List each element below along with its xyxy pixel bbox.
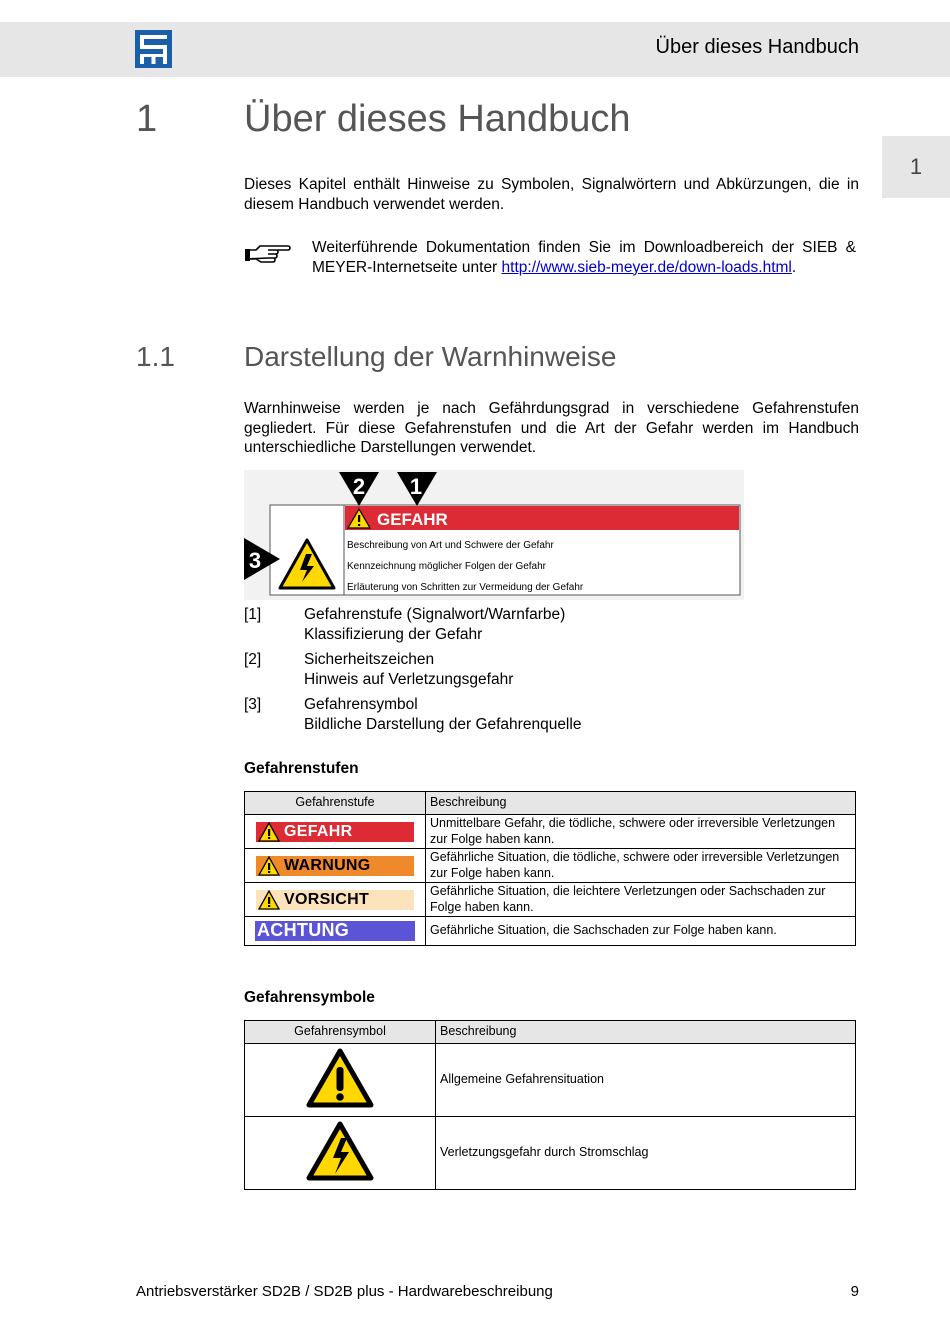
table-row [245,815,856,849]
svg-text:2: 2 [352,474,366,499]
vorsicht-badge: VORSICHT [256,890,414,910]
legend-line: Bildliche Darstellung der Gefahrenquelle [304,716,582,733]
table-row [245,917,856,946]
levels-col-header: Gefahrenstufe [245,792,426,815]
achtung-badge: ACHTUNG [255,921,415,941]
example-line: Erläuterung von Schritten zur Vermeidung der Gefahr [347,582,584,593]
warning-example-illustration [244,470,744,600]
header-title: Über dieses Handbuch [655,36,859,58]
warnung-badge: WARNUNG [256,856,414,876]
legend-line: Gefahrensymbol [304,696,418,713]
level-description: Gefährliche Situation, die leichtere Verletzungen oder Sachschaden zur Folge haben kann. [426,883,856,917]
symbol-description: Verletzungsgefahr durch Stromschlag [436,1117,856,1190]
symbols-heading: Gefahrensymbole [244,989,375,1006]
table-row [245,883,856,917]
footer-document-title: Antriebsverstärker SD2B / SD2B plus - Hardwarebeschreibung [136,1283,553,1300]
levels-table [244,791,856,946]
note-paragraph [312,238,856,277]
general-warning-icon [305,1047,375,1109]
level-description: Gefährliche Situation, die tödliche, schwere oder irreversible Verletzungen zur Folge haben kann. [426,849,856,883]
legend-number: [1] [244,606,262,623]
electric-shock-icon [305,1120,375,1182]
warning-intro-paragraph: Warnhinweise werden je nach Gefährdungsgrad in verschiedene Gefahrenstufen gegliedert. Für diese Gefahrenstufen und die Art der Gefahr werden im Handbuch unterschiedliche Darstellungen verwendet. [244,400,859,456]
symbols-col-header: Beschreibung [436,1021,856,1044]
intro-paragraph: Dieses Kapitel enthält Hinweise zu Symbolen, Signalwörtern und Abkürzungen, die in diesem Handbuch verwendet werden. [244,176,859,213]
legend-number: [3] [244,696,262,713]
legend-number: [2] [244,651,262,668]
section-title: Darstellung der Warnhinweise [244,341,617,372]
pointing-hand-icon [244,240,292,268]
symbols-table [244,1020,856,1190]
svg-text:3: 3 [248,548,262,573]
symbol-description: Allgemeine Gefahrensituation [436,1044,856,1117]
symbols-col-header: Gefahrensymbol [245,1021,436,1044]
legend-line: Sicherheitszeichen [304,651,435,668]
table-row [245,849,856,883]
download-link[interactable]: http://www.sieb-meyer.de/down-loads.html [501,258,792,276]
warning-triangle-icon [258,890,280,910]
warning-triangle-icon [258,822,280,842]
levels-heading: Gefahrenstufen [244,760,359,777]
legend-line: Klassifizierung der Gefahr [304,626,483,643]
warning-triangle-icon [258,856,280,876]
levels-col-header: Beschreibung [426,792,856,815]
page-number: 9 [850,1283,859,1300]
chapter-number: 1 [136,98,158,140]
chapter-title: Über dieses Handbuch [244,98,631,140]
table-row [245,1044,856,1117]
legend-line: Gefahrenstufe (Signalwort/Warnfarbe) [304,606,566,623]
example-line: Kennzeichnung möglicher Folgen der Gefahr [347,561,547,572]
level-description: Unmittelbare Gefahr, die tödliche, schwere oder irreversible Verletzungen zur Folge haben kann. [426,815,856,849]
note-end: . [791,258,797,276]
legend-line: Hinweis auf Verletzungsgefahr [304,671,514,688]
table-row [245,1117,856,1190]
company-logo [135,30,172,68]
note-text: Weiterführende Dokumentation finden Sie im Downloadbereich der SIEB & MEYER-Internetseite unter [312,239,856,276]
level-description: Gefährliche Situation, die Sachschaden zur Folge haben kann. [426,917,856,946]
example-line: Beschreibung von Art und Schwere der Gefahr [347,540,554,551]
svg-text:1: 1 [409,474,423,499]
section-number: 1.1 [136,341,175,372]
chapter-tab: 1 [882,136,950,198]
gefahr-badge: GEFAHR [256,822,414,842]
example-signal-word: GEFAHR [377,510,448,529]
